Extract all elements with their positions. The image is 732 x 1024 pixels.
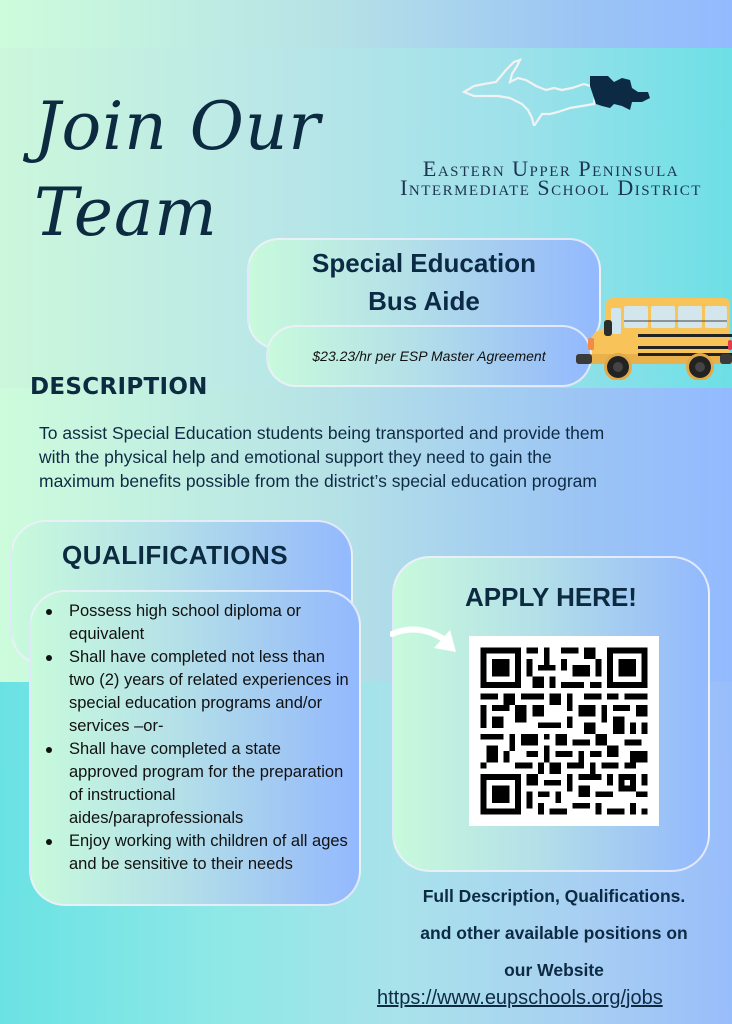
school-bus-icon [574, 294, 732, 380]
qualification-item: Shall have completed not less than two (2) years of related experiences in special education programs and/or services –or- [31, 646, 353, 738]
website-info-line-2: and other available positions on [420, 923, 688, 943]
wage-card [266, 325, 592, 387]
apply-heading: APPLY HERE! [465, 582, 637, 612]
logo-line-1: Eastern Upper Peninsula [422, 156, 680, 181]
qualification-item: Shall have completed a state approved program for the preparation of instructional aides/paraprofessionals [31, 738, 353, 830]
qr-code[interactable] [469, 636, 659, 826]
qualifications-list-card [29, 590, 361, 906]
curved-arrow-icon [390, 622, 466, 658]
website-info-line-3: our Website [504, 960, 604, 980]
description-heading: DESCRIPTION [30, 374, 208, 400]
job-title-line-1: Special Education [312, 248, 536, 278]
logo-line-2: Intermediate School District [400, 175, 702, 200]
website-info-line-1: Full Description, Qualifications. [422, 886, 686, 906]
qualification-item: Enjoy working with children of all ages and be sensitive to their needs [31, 830, 353, 876]
wage-text: $23.23/hr per ESP Master Agreement [312, 348, 546, 364]
team-title: Team [34, 174, 218, 251]
description-line: with the physical help and emotional support they need to gain the [39, 447, 552, 467]
jobs-website-link[interactable]: https://www.eupschools.org/jobs [377, 987, 663, 1009]
description-line: To assist Special Education students being transported and provide them [39, 423, 605, 443]
michigan-upper-peninsula-map-icon [462, 56, 662, 126]
qualification-item: Possess high school diploma or equivalent [31, 600, 353, 646]
join-our-title: Join Our [34, 88, 321, 165]
qualifications-heading: QUALIFICATIONS [62, 540, 289, 570]
qualifications-list [31, 600, 353, 876]
description-text [39, 421, 719, 493]
website-info [384, 878, 724, 989]
job-title-line-2: Bus Aide [368, 286, 480, 316]
description-line: maximum benefits possible from the district’s special education program [39, 471, 597, 491]
